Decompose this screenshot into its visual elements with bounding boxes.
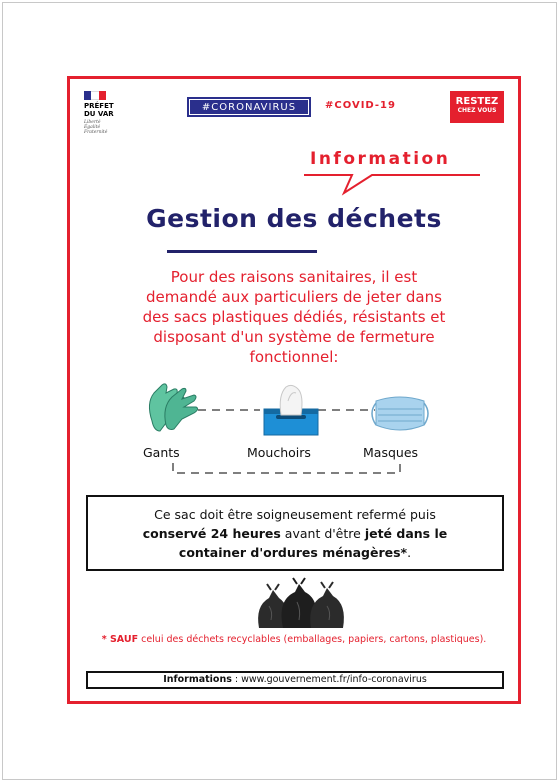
- logo-line-1: PRÉFET: [84, 102, 114, 110]
- footnote-text: celui des déchets recyclables (emballages, papiers, cartons, plastiques).: [138, 634, 487, 645]
- footnote: [80, 634, 508, 646]
- item-label-gants: Gants: [143, 445, 180, 460]
- restez-line-2: CHEZ VOUS: [457, 107, 497, 114]
- title-underline: [167, 250, 317, 253]
- note-line-1: Ce sac doit être soigneusement refermé puis: [154, 507, 436, 522]
- logo-line-2: DU VAR: [84, 110, 114, 118]
- page-title: Gestion des déchets: [146, 204, 442, 233]
- info-bar-url: : www.gouvernement.fr/info-coronavirus: [231, 674, 427, 685]
- note-bold: conservé 24 heures: [142, 526, 281, 541]
- logo-motto-2: Égalité: [84, 125, 101, 130]
- footnote-bold: * SAUF: [101, 634, 139, 645]
- information-bar: [86, 671, 504, 689]
- items-illustration: [70, 379, 518, 484]
- note-line-3: [98, 543, 492, 562]
- restez-line-1: RESTEZ: [455, 96, 499, 107]
- prefet-logo: [84, 91, 132, 135]
- intro-line: fonctionnel:: [249, 348, 339, 366]
- note-text: .: [407, 545, 412, 560]
- intro-line: Pour des raisons sanitaires, il est: [170, 268, 418, 286]
- poster: [67, 76, 521, 704]
- garbage-bags-icon: [255, 576, 350, 632]
- intro-line: disposant d'un système de fermeture: [153, 328, 435, 346]
- note-bold: container d'ordures ménagères*: [178, 545, 408, 560]
- tissue-box-icon: [264, 385, 318, 435]
- logo-motto-1: Liberté: [84, 120, 101, 125]
- instruction-box: [86, 495, 504, 571]
- item-label-mouchoirs: Mouchoirs: [247, 445, 311, 460]
- covid-tag: #COVID-19: [325, 100, 396, 111]
- note-text: avant d'être: [280, 526, 365, 541]
- gloves-icon: [149, 384, 197, 431]
- item-label-masques: Masques: [363, 445, 419, 460]
- restez-chez-vous-badge: [450, 91, 504, 123]
- info-bar-label: Informations: [163, 674, 232, 685]
- intro-line: demandé aux particuliers de jeter dans: [146, 288, 442, 306]
- french-flag-icon: [84, 91, 106, 100]
- note-line-2: [98, 524, 492, 543]
- speech-bubble-icon: [302, 169, 482, 199]
- logo-motto-3: Fraternité: [84, 130, 108, 135]
- intro-text: [84, 267, 504, 367]
- coronavirus-tag: #CORONAVIRUS: [187, 97, 311, 117]
- face-mask-icon: [372, 397, 428, 430]
- dashed-bracket: [173, 463, 400, 473]
- information-label: Information: [310, 149, 451, 169]
- note-bold: jeté dans le: [364, 526, 448, 541]
- intro-line: des sacs plastiques dédiés, résistants et: [142, 308, 446, 326]
